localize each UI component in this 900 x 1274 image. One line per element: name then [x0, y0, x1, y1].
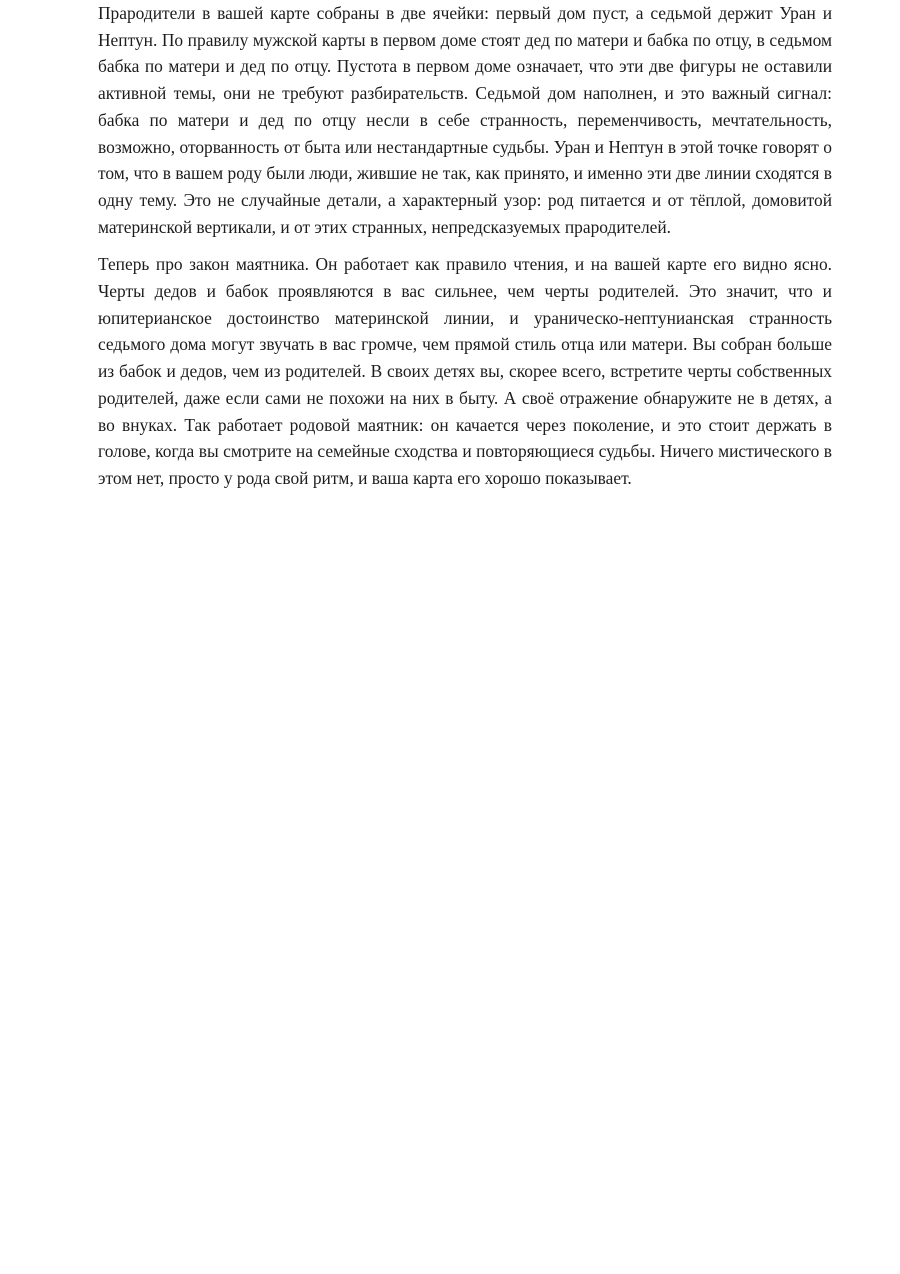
document-page: [98, 0, 832, 492]
paragraph-ancestors: Прародители в вашей карте собраны в две ячейки: первый дом пуст, а седьмой держит Уран и Нептун. По правилу мужской карты в первом доме стоят дед по матери и бабка по отцу, в седьмом бабка по матери и дед по отцу. Пустота в первом доме означает, что эти две фигуры не оставили активной темы, они не требуют разбирательств. Седьмой дом наполнен, и это важный сигнал: бабка по матери и дед по отцу несли в себе странность, переменчивость, мечтательность, возможно, оторванность от быта или нестандартные судьбы. Уран и Нептун в этой точке говорят о том, что в вашем роду были люди, жившие не так, как принято, и именно эти две линии сходятся в одну тему. Это не случайные детали, а характерный узор: род питается и от тёплой, домовитой материнской вертикали, и от этих странных, непредсказуемых прародителей.: [98, 3, 832, 237]
paragraph-pendulum-law: Теперь про закон маятника. Он работает как правило чтения, и на вашей карте его видно ясно. Черты дедов и бабок проявляются в вас сильнее, чем черты родителей. Это значит, что и юпитерианское достоинство материнской линии, и ураническо-нептунианская странность седьмого дома могут звучать в вас громче, чем прямой стиль отца или матери. Вы собран больше из бабок и дедов, чем из родителей. В своих детях вы, скорее всего, встретите черты собственных родителей, даже если сами не похожи на них в быту. А своё отражение обнаружите не в детях, а во внуках. Так работает родовой маятник: он качается через поколение, и это стоит держать в голове, когда вы смотрите на семейные сходства и повторяющиеся судьбы. Ничего мистического в этом нет, просто у рода свой ритм, и ваша карта его хорошо показывает.: [98, 254, 832, 488]
